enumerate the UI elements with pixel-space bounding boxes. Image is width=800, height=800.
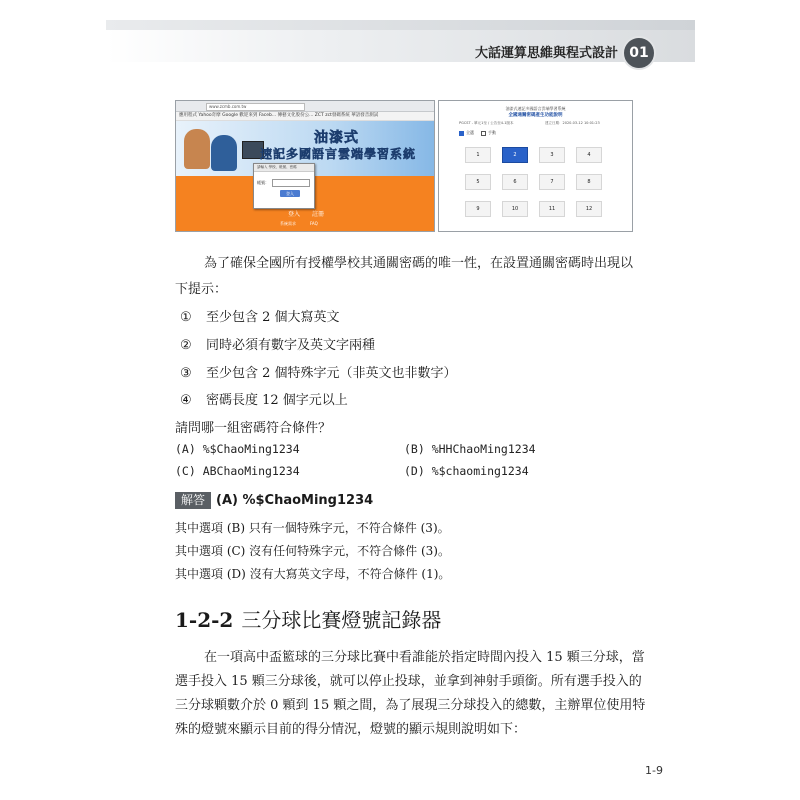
section-number: 1-2-2 bbox=[175, 608, 234, 632]
book-title: 大話運算思維與程式設計 bbox=[474, 46, 618, 61]
chapter-badge: 01 bbox=[622, 36, 656, 70]
page-number: 1-9 bbox=[645, 764, 663, 777]
answer-tag: 解答 bbox=[175, 492, 211, 509]
register-link: 註冊 bbox=[312, 211, 325, 218]
checkbox-empty-icon bbox=[481, 131, 486, 136]
option-d: (D) %$chaoming1234 bbox=[404, 464, 529, 478]
question: 請問哪一組密碼符合條件？ bbox=[175, 421, 332, 436]
checkbox-manual: 手動 bbox=[481, 130, 496, 136]
account-label: 帳號： bbox=[257, 180, 269, 185]
login-dialog bbox=[253, 163, 315, 209]
condition-4: ④ 密碼長度 12 個字元以上 bbox=[180, 393, 348, 408]
paragraph-line-1: 在一項高中盃籃球的三分球比賽中看誰能於指定時間內投入 15 顆三分球，當 bbox=[204, 650, 645, 665]
number-tile: 6 bbox=[502, 174, 528, 190]
checkbox-checked-icon bbox=[459, 131, 464, 136]
student-figure bbox=[211, 135, 237, 171]
explanation-2: 其中選項 (C) 沒有任何特殊字元，不符合條件 (3)。 bbox=[175, 544, 450, 558]
grid-screenshot-title: 油漆式速記多國語言雲端學習系統 bbox=[505, 106, 566, 111]
grid-info-right: 建立日期：2020-03-12 10:01:23 bbox=[545, 121, 600, 125]
condition-1: ① 至少包含 2 個大寫英文 bbox=[180, 310, 340, 325]
number-tile: 3 bbox=[539, 147, 565, 163]
number-tile: 11 bbox=[539, 201, 565, 217]
dialog-login-button: 登入 bbox=[280, 190, 300, 197]
dialog-title: 請輸入 學校、帳號、密碼 bbox=[254, 164, 314, 172]
browser-toolbar bbox=[176, 101, 434, 112]
option-c: (C) ABChaoMing1234 bbox=[175, 464, 300, 478]
paragraph-line-4: 殊的燈號來顯示目前的得分情況，燈號的顯示規則說明如下： bbox=[175, 722, 527, 737]
checkbox-all: 全選 bbox=[459, 130, 474, 136]
section-title: 三分球比賽燈號記錄器 bbox=[241, 608, 442, 632]
bookmarks-bar: 應用程式 Yahoo奇摩 Google 歡迎來到 Faceb... 傳藝文化股份公... ZCT zct發碼系統 華語發音測試 bbox=[176, 112, 435, 121]
banner-title: 油漆式 bbox=[314, 130, 359, 146]
student-figure bbox=[184, 129, 210, 169]
number-tile: 2 bbox=[502, 147, 528, 163]
address-bar: www.zcmb.com.tw bbox=[206, 103, 305, 111]
explanation-1: 其中選項 (B) 只有一個特殊字元，不符合條件 (3)。 bbox=[175, 521, 450, 535]
number-tile: 5 bbox=[465, 174, 491, 190]
password-grid-screenshot bbox=[438, 100, 633, 232]
number-tile: 7 bbox=[539, 174, 565, 190]
number-tile: 1 bbox=[465, 147, 491, 163]
option-b: (B) %HHChaoMing1234 bbox=[404, 442, 536, 456]
condition-2: ② 同時必須有數字及英文字兩種 bbox=[180, 338, 376, 353]
intro-line-2: 下提示： bbox=[175, 282, 228, 297]
number-tile: 8 bbox=[576, 174, 602, 190]
explanation-3: 其中選項 (D) 沒有大寫英文字母，不符合條件 (1)。 bbox=[175, 567, 451, 581]
number-tile: 9 bbox=[465, 201, 491, 217]
number-tile: 12 bbox=[576, 201, 602, 217]
section-heading bbox=[175, 604, 441, 633]
faq-link: FAQ bbox=[310, 221, 318, 226]
number-tile: 4 bbox=[576, 147, 602, 163]
answer-value: (A) %$ChaoMing1234 bbox=[216, 493, 374, 508]
grid-info-left: PGCST - 單元1至 / 公告至4-1版本 bbox=[459, 121, 514, 125]
grid-screenshot-subtitle: 全國通關密碼產生功能說明 bbox=[508, 113, 563, 118]
paragraph-line-2: 選手投入 15 顆三分球後，就可以停止投球，並拿到神射手頭銜。所有選手投入的 bbox=[175, 674, 642, 689]
condition-3: ③ 至少包含 2 個特殊字元（非英文也非數字） bbox=[180, 366, 457, 381]
login-screenshot bbox=[175, 100, 435, 232]
intro-line-1: 為了確保全國所有授權學校其通關密碼的唯一性，在設置通關密碼時出現以 bbox=[204, 256, 634, 271]
number-tile: 10 bbox=[502, 201, 528, 217]
option-a: (A) %$ChaoMing1234 bbox=[175, 442, 300, 456]
login-link: 登入 bbox=[288, 211, 301, 218]
banner-subtitle: 速記多國語言雲端學習系統 bbox=[260, 147, 417, 161]
account-input bbox=[272, 179, 310, 187]
requirements-link: 系統需求 bbox=[280, 221, 296, 226]
paragraph-line-3: 三分球顆數介於 0 顆到 15 顆之間，為了展現三分球投入的總數，主辦單位使用特 bbox=[175, 698, 646, 713]
